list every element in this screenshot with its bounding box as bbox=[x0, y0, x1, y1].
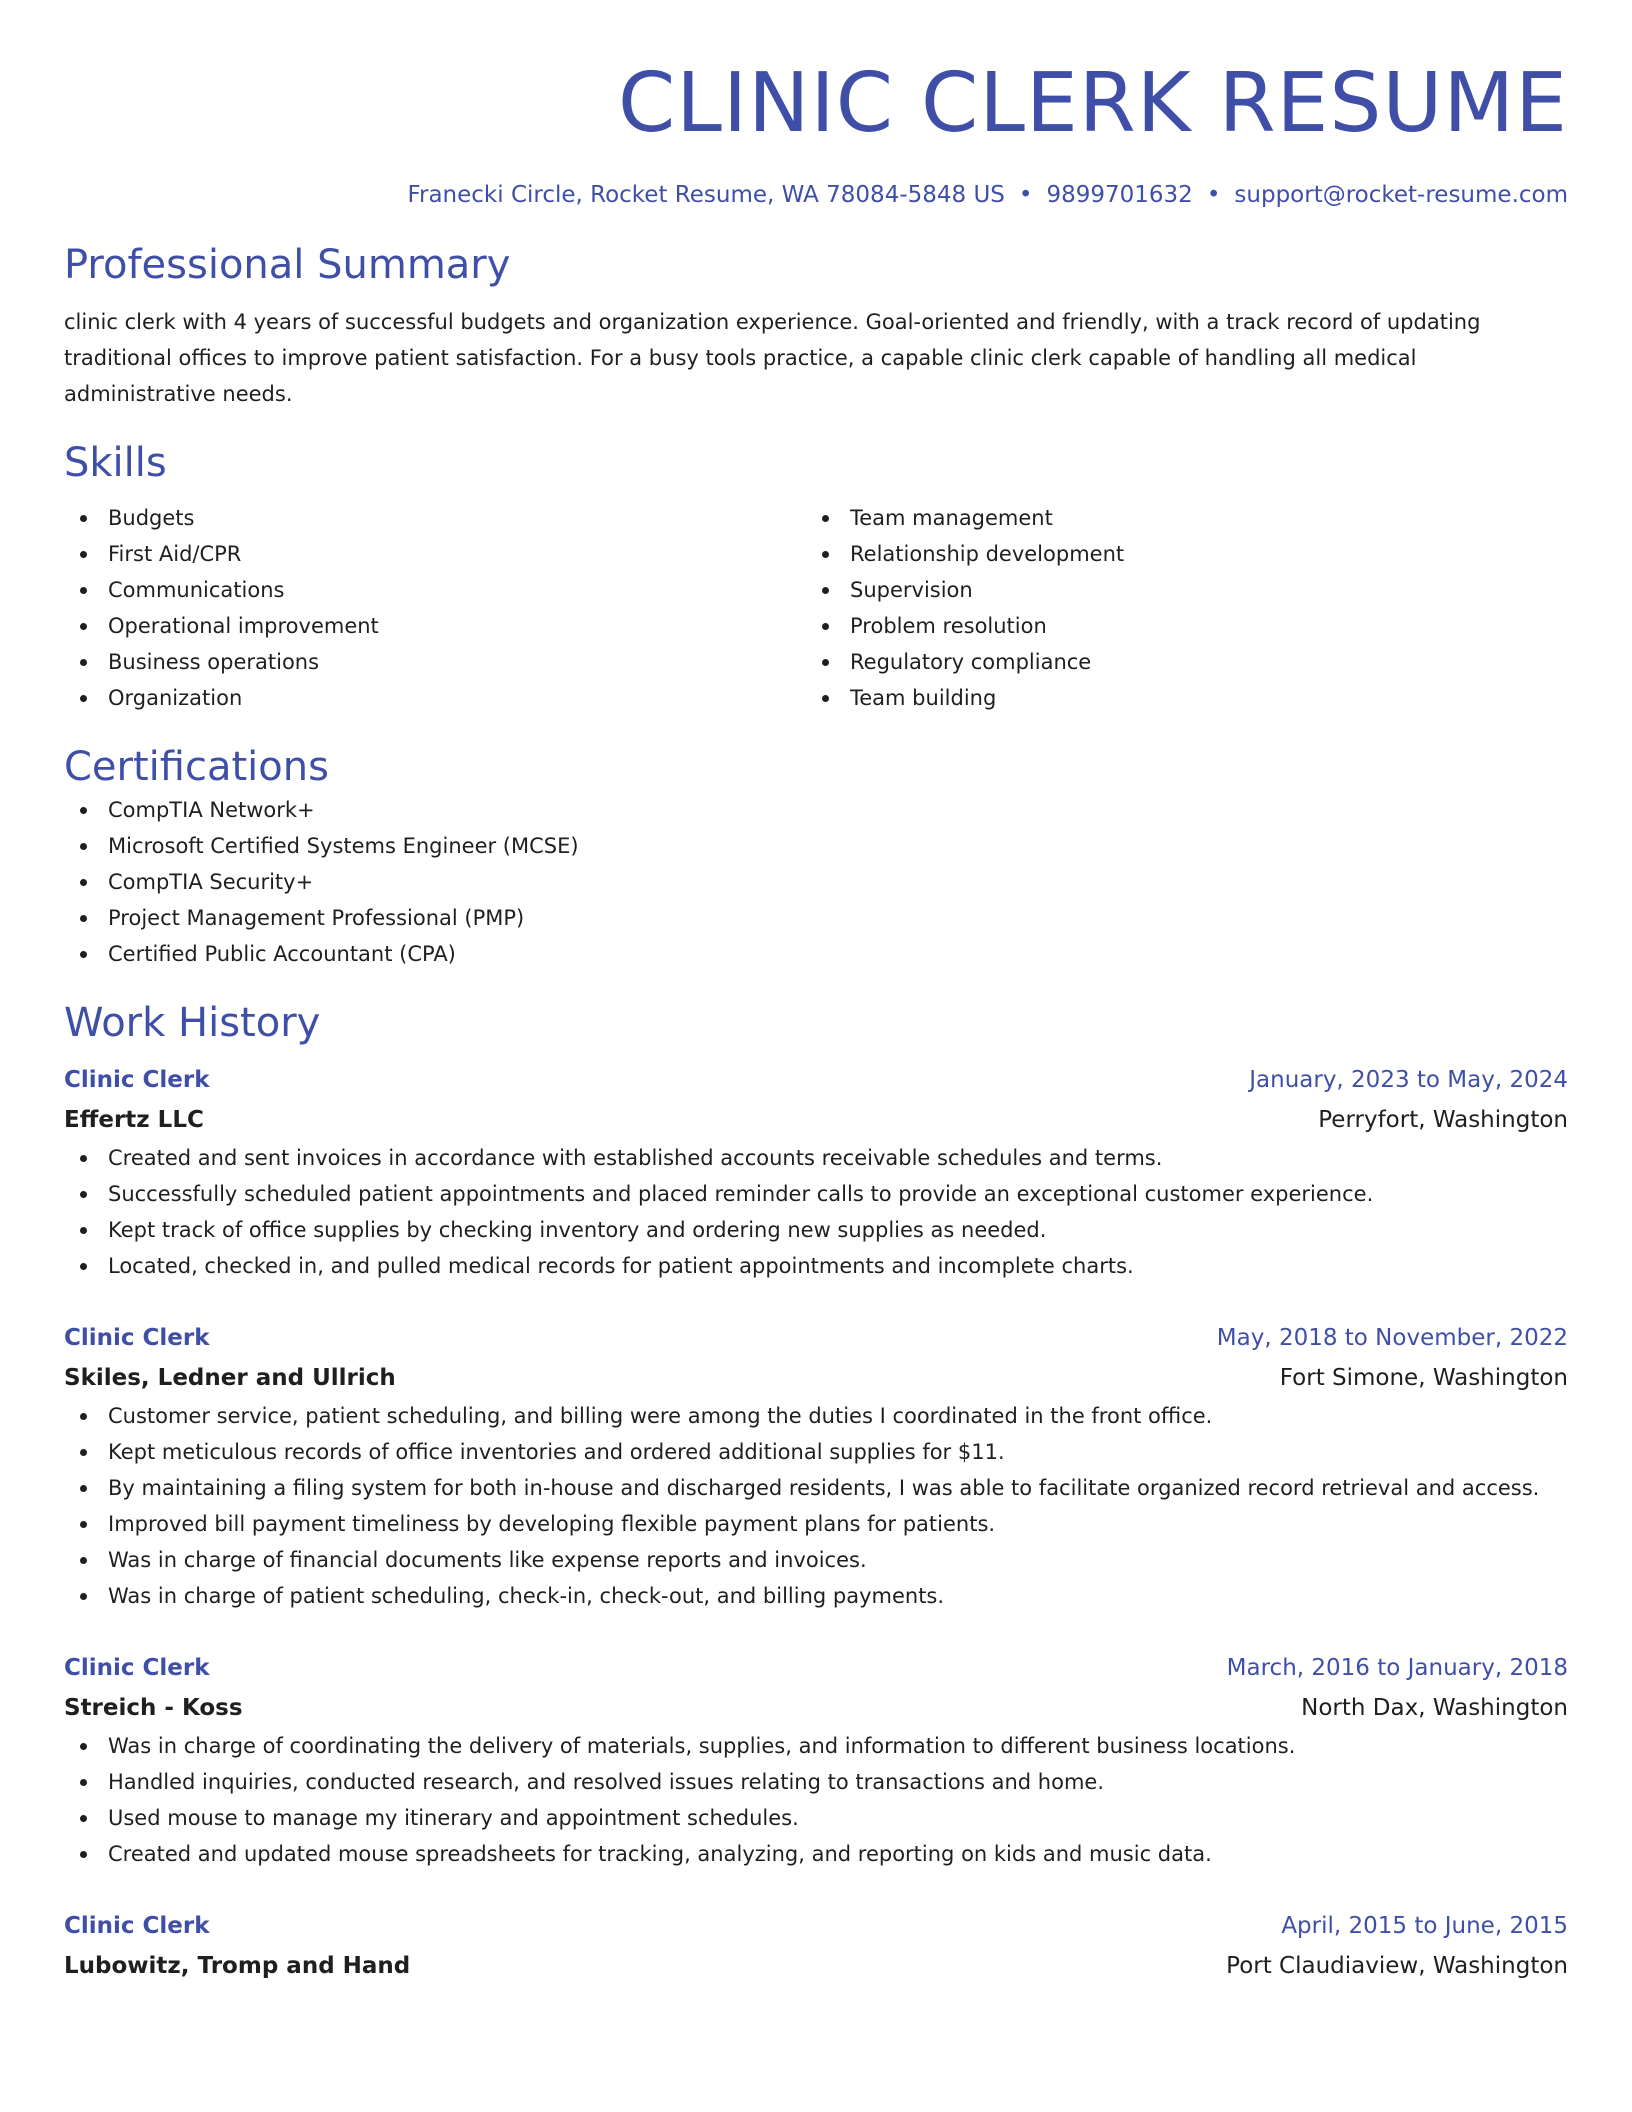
job-entry bbox=[64, 1318, 1568, 1614]
contact-phone: 9899701632 bbox=[1046, 182, 1193, 208]
skills-column-left bbox=[64, 500, 806, 716]
resume-title: CLINIC CLERK RESUME bbox=[618, 56, 1568, 151]
job-company-row bbox=[64, 1358, 1568, 1398]
job-bullet: Successfully scheduled patient appointments and placed reminder calls to provide an exceptional customer experience. bbox=[64, 1176, 1568, 1212]
job-header-row bbox=[64, 1906, 1568, 1946]
job-company-row bbox=[64, 1688, 1568, 1728]
certification-item: CompTIA Security+ bbox=[64, 864, 1568, 900]
skills-grid bbox=[64, 500, 1568, 716]
job-bullet: Used mouse to manage my itinerary and appointment schedules. bbox=[64, 1800, 1568, 1836]
job-header-row bbox=[64, 1318, 1568, 1358]
contact-separator: • bbox=[1206, 182, 1221, 208]
skills-heading: Skills bbox=[64, 440, 167, 486]
job-entry bbox=[64, 1906, 1568, 1986]
work-history-heading: Work History bbox=[64, 1000, 321, 1046]
job-bullet-list bbox=[64, 1398, 1568, 1614]
skill-item: Problem resolution bbox=[806, 608, 1548, 644]
skill-item: Team building bbox=[806, 680, 1548, 716]
certification-item: Microsoft Certified Systems Engineer (MCSE) bbox=[64, 828, 1568, 864]
job-title: Clinic Clerk bbox=[64, 1913, 210, 1939]
skill-item: Regulatory compliance bbox=[806, 644, 1548, 680]
skill-item: Budgets bbox=[64, 500, 806, 536]
skill-item: First Aid/CPR bbox=[64, 536, 806, 572]
contact-line bbox=[64, 180, 1568, 210]
job-bullet: Was in charge of financial documents like expense reports and invoices. bbox=[64, 1542, 1568, 1578]
summary-heading: Professional Summary bbox=[64, 242, 511, 288]
job-bullet: Handled inquiries, conducted research, and resolved issues relating to transactions and home. bbox=[64, 1764, 1568, 1800]
certifications-list bbox=[64, 792, 1568, 972]
job-bullet: Created and sent invoices in accordance with established accounts receivable schedules and terms. bbox=[64, 1140, 1568, 1176]
resume-page bbox=[64, 0, 1568, 1986]
skills-list-left bbox=[64, 500, 806, 716]
certification-item: Certified Public Accountant (CPA) bbox=[64, 936, 1568, 972]
skills-column-right bbox=[806, 500, 1548, 716]
job-entry bbox=[64, 1060, 1568, 1284]
job-company: Streich - Koss bbox=[64, 1695, 243, 1721]
job-company: Skiles, Ledner and Ullrich bbox=[64, 1365, 396, 1391]
job-bullet: Created and updated mouse spreadsheets for tracking, analyzing, and reporting on kids and music data. bbox=[64, 1836, 1568, 1872]
skill-item: Organization bbox=[64, 680, 806, 716]
job-header-row bbox=[64, 1060, 1568, 1100]
summary-text: clinic clerk with 4 years of successful budgets and organization experience. Goal-oriented and friendly, with a track record of updating traditional offices to improve patient satisfaction. For a busy tools practice, a capable clinic clerk capable of handling all medical administrative needs. bbox=[64, 310, 1481, 406]
job-header-row bbox=[64, 1648, 1568, 1688]
job-bullet-list bbox=[64, 1140, 1568, 1284]
job-location: North Dax, Washington bbox=[1301, 1695, 1568, 1721]
contact-email: support@rocket-resume.com bbox=[1234, 182, 1568, 208]
skill-item: Business operations bbox=[64, 644, 806, 680]
job-title: Clinic Clerk bbox=[64, 1655, 210, 1681]
job-bullet: By maintaining a filing system for both in-house and discharged residents, I was able to facilitate organized record retrieval and access. bbox=[64, 1470, 1568, 1506]
job-bullet: Kept track of office supplies by checking inventory and ordering new supplies as needed. bbox=[64, 1212, 1568, 1248]
certification-item: CompTIA Network+ bbox=[64, 792, 1568, 828]
job-dates: January, 2023 to May, 2024 bbox=[1249, 1067, 1568, 1093]
job-dates: May, 2018 to November, 2022 bbox=[1216, 1325, 1568, 1351]
job-bullet: Located, checked in, and pulled medical records for patient appointments and incomplete charts. bbox=[64, 1248, 1568, 1284]
job-bullet: Was in charge of coordinating the delivery of materials, supplies, and information to different business locations. bbox=[64, 1728, 1568, 1764]
job-title: Clinic Clerk bbox=[64, 1325, 210, 1351]
job-location: Fort Simone, Washington bbox=[1279, 1365, 1568, 1391]
skill-item: Relationship development bbox=[806, 536, 1548, 572]
skill-item: Communications bbox=[64, 572, 806, 608]
job-bullet: Improved bill payment timeliness by developing flexible payment plans for patients. bbox=[64, 1506, 1568, 1542]
skill-item: Operational improvement bbox=[64, 608, 806, 644]
job-bullet-list bbox=[64, 1728, 1568, 1872]
job-dates: March, 2016 to January, 2018 bbox=[1226, 1655, 1568, 1681]
job-entry bbox=[64, 1648, 1568, 1872]
skill-item: Supervision bbox=[806, 572, 1548, 608]
skill-item: Team management bbox=[806, 500, 1548, 536]
skills-list-right bbox=[806, 500, 1548, 716]
job-dates: April, 2015 to June, 2015 bbox=[1281, 1913, 1568, 1939]
job-bullet: Kept meticulous records of office inventories and ordered additional supplies for $11. bbox=[64, 1434, 1568, 1470]
job-bullet: Customer service, patient scheduling, and billing were among the duties I coordinated in the front office. bbox=[64, 1398, 1568, 1434]
job-title: Clinic Clerk bbox=[64, 1067, 210, 1093]
job-bullet: Was in charge of patient scheduling, check-in, check-out, and billing payments. bbox=[64, 1578, 1568, 1614]
job-company: Effertz LLC bbox=[64, 1107, 204, 1133]
job-company-row bbox=[64, 1946, 1568, 1986]
job-company-row bbox=[64, 1100, 1568, 1140]
certifications-heading: Certifications bbox=[64, 744, 329, 790]
job-location: Port Claudiaview, Washington bbox=[1226, 1953, 1568, 1979]
job-location: Perryfort, Washington bbox=[1318, 1107, 1568, 1133]
job-company: Lubowitz, Tromp and Hand bbox=[64, 1953, 411, 1979]
contact-separator: • bbox=[1018, 182, 1033, 208]
contact-address: Franecki Circle, Rocket Resume, WA 78084-5848 US bbox=[407, 182, 1005, 208]
certification-item: Project Management Professional (PMP) bbox=[64, 900, 1568, 936]
